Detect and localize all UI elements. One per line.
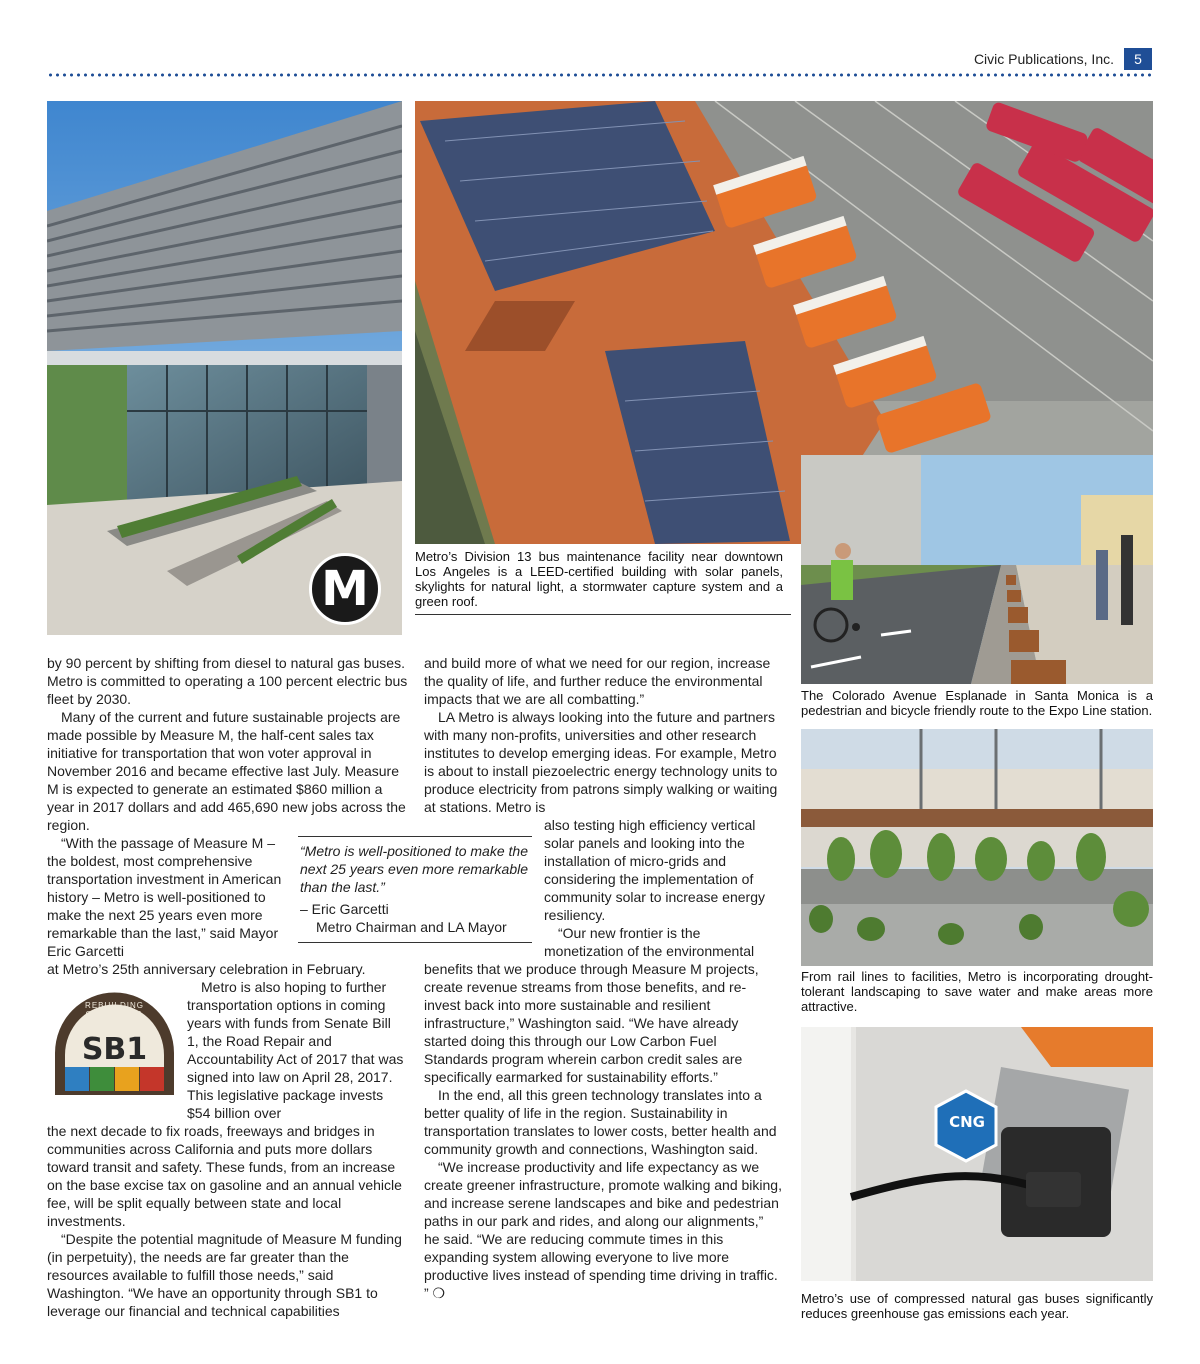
- article-col2-top: [424, 654, 782, 816]
- cng-fueling-photo: [801, 1027, 1153, 1281]
- article-paragraph: Metro is also hoping to further transportation options in coming years with funds from Senate Bill 1, the Road Repair and Accountability Act of 2017 that was signed into law on April 28, 2017. This legislative package invests $54 billion over: [187, 979, 404, 1121]
- article-col1-top: [47, 654, 409, 834]
- article-col1-quote-wrap: [47, 834, 285, 960]
- pull-quote: [298, 836, 532, 943]
- article-paragraph: benefits that we produce through Measure M projects, create revenue streams from those benefits, and re-invest back into more sustainable and resilient infrastructure,” Washington said. “We have already started doing this through our Low Carbon Fuel Standards program wherein carbon credit sales are specifically earmarked for sustainability efforts.”: [424, 961, 759, 1085]
- article-paragraph: also testing high efficiency vertical solar panels and looking into the installation of micro-grids and considering the implementation of community solar to increase energy resiliency.: [544, 817, 765, 923]
- pull-quote-text: “Metro is well-positioned to make the next 25 years even more remarkable than the last.”: [300, 843, 528, 895]
- sb1-title: SB1: [81, 1032, 148, 1067]
- article-paragraph: and build more of what we need for our region, increase the quality of life, and further reduce the environmental impacts that we are all combatting.”: [424, 655, 771, 707]
- pull-quote-title: Metro Chairman and LA Mayor: [316, 919, 507, 935]
- article-col1-bottom: [47, 1122, 409, 1320]
- article-paragraph: “With the passage of Measure M – the boldest, most comprehensive transportation investment in American history – Metro is well-positioned to make the next 25 years even more remarkable than the last,” said Mayor Eric Garcetti: [47, 835, 282, 959]
- division13-caption-rule: [415, 614, 791, 615]
- landscaping-photo: [801, 729, 1153, 966]
- metro-m-logo: [309, 553, 381, 625]
- article-paragraph: “Despite the potential magnitude of Measure M funding (in perpetuity), the needs are far greater than the resources available to fulfill those needs,” said Washington. “We have an opportunity through SB1 to leverage our financial and technical capabilities: [47, 1231, 402, 1319]
- article-col2-wrap: [544, 816, 782, 960]
- metro-building-photo: [47, 101, 402, 635]
- cng-label: CNG: [949, 1113, 985, 1131]
- sb1-arc-text: REBUILDING CALIFORNIA: [85, 1001, 144, 1019]
- metro-logo-letter: M: [321, 561, 369, 617]
- article-paragraph: “Our new frontier is the monetization of the environmental: [544, 925, 755, 959]
- article-paragraph: “We increase productivity and life expectancy as we create greener infrastructure, promote walking and biking, and increase serene landscapes and bike and pedestrian paths in our park and rides, and along our alignments,” he said. “We are reducing commute times in this expanding system allowing everyone to live more productive lives instead of spending time driving in traffic. ” ❍: [424, 1159, 782, 1301]
- sb1-logo: [47, 983, 182, 1113]
- cng-caption: Metro’s use of compressed natural gas buses significantly reduces greenhouse gas emissions each year.: [801, 1291, 1153, 1321]
- landscaping-caption: From rail lines to facilities, Metro is incorporating drought-tolerant landscaping to save water and make areas more attractive.: [801, 969, 1153, 1014]
- article-paragraph: LA Metro is always looking into the future and partners with many non-profits, universities and other research institutes to develop emerging ideas. For example, Metro is about to install piezoelectric energy technology units to produce electricity from patrons simply walking or waiting at stations. Metro is: [424, 709, 778, 815]
- header-dotted-rule: [47, 73, 1153, 77]
- esplanade-caption: The Colorado Avenue Esplanade in Santa Monica is a pedestrian and bicycle friendly route to the Expo Line station.: [801, 688, 1153, 718]
- article-paragraph: the next decade to fix roads, freeways and bridges in communities across California and puts more dollars toward transit and safety. These funds, from an increase on the base excise tax on gasoline and an annual vehicle fee, will be split equally between state and local investments.: [47, 1123, 402, 1229]
- pull-quote-attribution: [300, 900, 532, 936]
- article-col1-sb1-wrap: [187, 978, 405, 1122]
- article-col1-anniversary: [47, 960, 409, 978]
- article-paragraph: by 90 percent by shifting from diesel to natural gas buses. Metro is committed to operating a 100 percent electric bus fleet by 2030.: [47, 655, 408, 707]
- publisher-name: Civic Publications, Inc.: [973, 51, 1114, 67]
- pull-quote-name: – Eric Garcetti: [300, 901, 389, 917]
- page-number: 5: [1124, 48, 1152, 70]
- article-paragraph: at Metro’s 25th anniversary celebration in February.: [47, 961, 366, 977]
- colorado-esplanade-photo: [801, 455, 1153, 684]
- division13-caption: Metro’s Division 13 bus maintenance facility near downtown Los Angeles is a LEED-certified building with solar panels, skylights for natural light, a stormwater capture system and a green roof.: [415, 549, 783, 609]
- article-col2-bottom: [424, 960, 782, 1302]
- article-paragraph: Many of the current and future sustainable projects are made possible by Measure M, the half-cent sales tax initiative for transportation that won voter approval in November 2016 and became effective last July. Measure M is expected to generate an estimated $860 million a year in 2017 dollars and add 465,690 new jobs across the region.: [47, 709, 406, 833]
- article-paragraph: In the end, all this green technology translates into a better quality of life in the region. Sustainability in transportation translates to lower costs, better health and community growth and connections, Washington said.: [424, 1087, 777, 1157]
